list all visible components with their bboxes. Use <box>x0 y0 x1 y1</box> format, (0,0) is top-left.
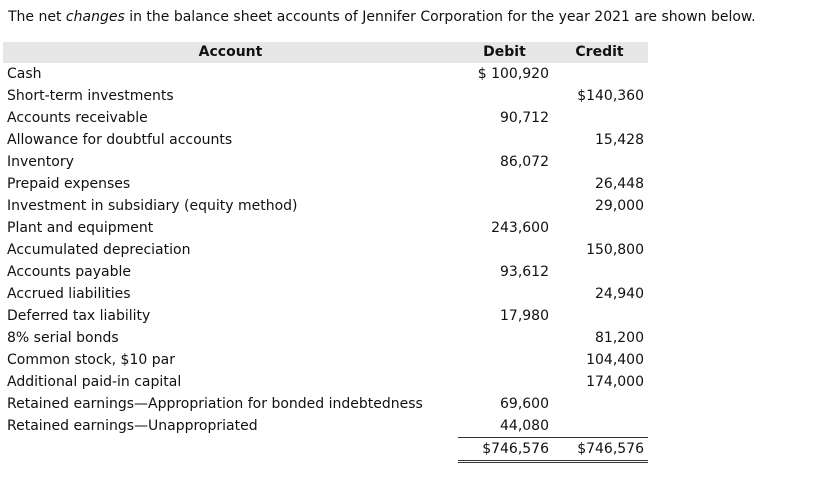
header-account: Account <box>3 42 458 63</box>
account-name: Prepaid expenses <box>7 176 131 192</box>
account-name: Retained earnings—Appropriation for bonded indebtedness <box>7 396 423 412</box>
debit-value <box>458 327 551 349</box>
debit-value <box>458 349 551 371</box>
account-name: Accounts receivable <box>7 110 148 126</box>
account-name: Common stock, $10 par <box>7 352 175 368</box>
table-row <box>3 327 648 349</box>
debit-value: 69,600 <box>500 396 549 412</box>
credit-value <box>551 261 648 283</box>
credit-total: $746,576 <box>551 438 648 462</box>
header-debit: Debit <box>458 42 551 63</box>
debit-value: 44,080 <box>458 415 551 438</box>
account-name: Accumulated depreciation <box>7 242 191 258</box>
credit-value <box>551 63 648 85</box>
debit-value: 17,980 <box>500 308 549 324</box>
table-row <box>3 151 648 173</box>
table-row <box>3 129 648 151</box>
credit-value: 24,940 <box>595 286 644 302</box>
table-row <box>3 85 648 107</box>
totals-label-cell <box>3 438 458 462</box>
credit-value <box>551 151 648 173</box>
intro-emphasis: changes <box>65 9 125 25</box>
debit-value <box>458 85 551 107</box>
credit-value: 15,428 <box>595 132 644 148</box>
debit-value <box>458 173 551 195</box>
credit-value <box>551 305 648 327</box>
account-name: Retained earnings—Unappropriated <box>7 418 258 435</box>
credit-value <box>551 217 648 239</box>
table-row <box>3 195 648 217</box>
debit-value: 93,612 <box>500 264 549 280</box>
table-header-row <box>3 42 648 63</box>
header-credit: Credit <box>551 42 648 63</box>
debit-value <box>458 283 551 305</box>
intro-text <box>8 7 756 27</box>
credit-value: 26,448 <box>595 176 644 192</box>
account-name: Inventory <box>7 154 74 170</box>
account-name: Deferred tax liability <box>7 308 151 324</box>
account-name: Plant and equipment <box>7 220 154 236</box>
account-name: Accrued liabilities <box>7 286 131 302</box>
table-row <box>3 173 648 195</box>
table-row <box>3 393 648 415</box>
credit-value: 81,200 <box>595 330 644 346</box>
debit-value: 90,712 <box>500 110 549 126</box>
credit-value: 150,800 <box>586 242 644 258</box>
table-row <box>3 305 648 327</box>
debit-value <box>458 129 551 151</box>
credit-value: 174,000 <box>586 374 644 390</box>
account-name: Accounts payable <box>7 264 131 280</box>
table-row <box>3 349 648 371</box>
debit-value: $ 100,920 <box>477 66 549 82</box>
table-row <box>3 217 648 239</box>
table-row <box>3 239 648 261</box>
intro-after: in the balance sheet accounts of Jennifer Corporation for the year 2021 are shown below. <box>124 9 756 25</box>
account-name: Allowance for doubtful accounts <box>7 132 233 148</box>
debit-value: 86,072 <box>500 154 549 170</box>
credit-value: 104,400 <box>586 352 644 368</box>
account-name: Short-term investments <box>7 88 174 104</box>
credit-value <box>551 107 648 129</box>
totals-row <box>3 438 648 462</box>
credit-value <box>551 415 648 438</box>
account-name: Investment in subsidiary (equity method) <box>7 198 298 214</box>
intro-before: The net <box>8 9 66 25</box>
credit-value <box>551 393 648 415</box>
table-row <box>3 63 648 85</box>
debit-value <box>458 195 551 217</box>
table-row <box>3 107 648 129</box>
table-row <box>3 283 648 305</box>
debit-value <box>458 239 551 261</box>
account-name: Cash <box>7 66 42 82</box>
account-name: 8% serial bonds <box>7 330 119 346</box>
balance-changes-table <box>3 42 648 463</box>
table-row <box>3 415 648 438</box>
debit-value <box>458 371 551 393</box>
table-row <box>3 261 648 283</box>
debit-total: $746,576 <box>458 438 551 462</box>
debit-value: 243,600 <box>491 220 549 236</box>
table-row <box>3 371 648 393</box>
credit-value: $140,360 <box>577 88 644 104</box>
credit-value: 29,000 <box>595 198 644 214</box>
account-name: Additional paid-in capital <box>7 374 182 390</box>
